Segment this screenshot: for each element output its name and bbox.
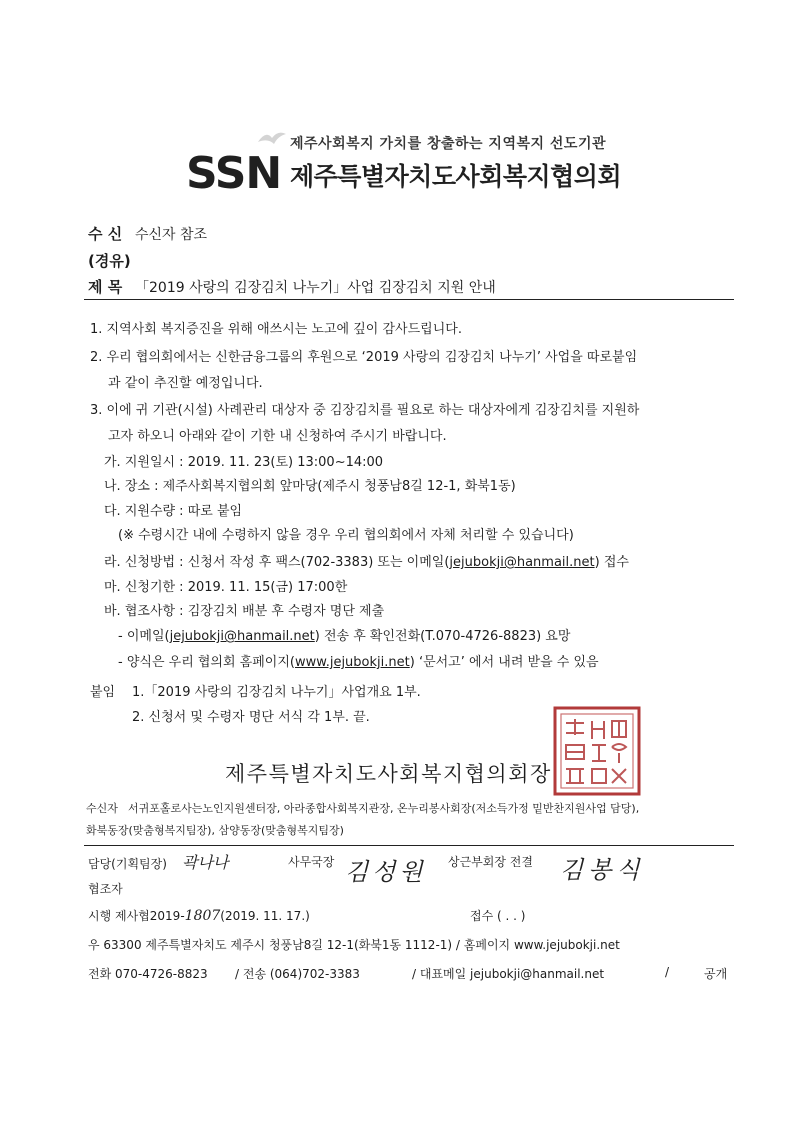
item-ra-tail: ) 접수	[594, 555, 629, 570]
via-label: (경유)	[88, 252, 131, 270]
sub-item-email-tail: ) 전송 후 확인전화(T.070-4726-8823) 요망	[314, 629, 571, 644]
attachment-label: 붙임	[90, 685, 116, 700]
item-ga: 가. 지원일시 : 2019. 11. 23(토) 13:00~14:00	[104, 455, 384, 470]
contact-email: / 대표메일 jejubokji@hanmail.net	[412, 967, 605, 981]
email-link-2[interactable]: jejubokji@hanmail.net	[169, 629, 315, 644]
body-paragraph-2b: 과 같이 추진할 예정입니다.	[108, 376, 263, 391]
sender-name: 제주특별자치도사회복지협의회장	[225, 762, 552, 786]
header-org-name: 제주특별자치도사회복지협의회	[290, 162, 622, 191]
disclosure-separator: /	[665, 965, 670, 979]
recipients-line-2: 화북동장(맞춤형복지팀장), 삼양동장(맞춤형복지팀장)	[86, 824, 344, 837]
approval-role-3: 상근부회장 전결	[448, 855, 533, 869]
body-paragraph-3b: 고자 하오니 아래와 같이 기한 내 신청하여 주시기 바랍니다.	[108, 429, 447, 444]
recipients-label: 수신자	[86, 802, 118, 815]
signature-3: 김봉식	[560, 856, 645, 884]
signature-2: 김성원	[345, 858, 427, 886]
contact-fax: / 전송 (064)702-3383	[235, 967, 360, 981]
address-line: 우 63300 제주특별자치도 제주시 청풍남8길 12-1(화북1동 1112-1) / 홈페이지 www.jejubokji.net	[88, 938, 620, 952]
signature-1: 곽나나	[182, 853, 229, 872]
recipient-value: 수신자 참조	[135, 227, 208, 243]
header-bird-icon	[256, 128, 288, 150]
homepage-link[interactable]: www.jejubokji.net	[295, 655, 410, 670]
item-ra-text: 라. 신청방법 : 신청서 작성 후 팩스(702-3383) 또는 이메일(	[104, 555, 450, 570]
approval-role-2: 사무국장	[288, 855, 335, 869]
enforce-label: 시행 제사협2019-	[88, 909, 185, 923]
item-da: 다. 지원수량 : 따로 붙임	[104, 504, 243, 519]
recipients-line-1: 서귀포홀로사는노인지원센터장, 아라종합사회복지관장, 온누리봉사회장(저소득가정 밑반찬지원사업 담당),	[128, 802, 640, 815]
enforce-info	[88, 907, 310, 924]
attachment-1: 1.「2019 사랑의 김장김치 나누기」사업개요 1부.	[132, 685, 421, 700]
item-ba: 바. 협조사항 : 김장김치 배분 후 수령자 명단 제출	[104, 604, 385, 619]
item-ra	[104, 551, 629, 570]
official-seal-icon	[552, 705, 642, 801]
subject-value: 「2019 사랑의 김장김치 나누기」사업 김장김치 지원 안내	[135, 280, 496, 296]
recipient-label: 수 신	[88, 225, 123, 243]
body-paragraph-1: 1. 지역사회 복지증진을 위해 애쓰시는 노고에 깊이 감사드립니다.	[90, 322, 462, 337]
header-logo: SSN	[186, 148, 282, 199]
sub-item-form	[118, 651, 599, 670]
sub-item-email-text: - 이메일(	[118, 629, 170, 644]
contact-tel: 전화 070-4726-8823	[88, 967, 208, 981]
email-link[interactable]: jejubokji@hanmail.net	[449, 555, 595, 570]
body-paragraph-2a: 2. 우리 협의회에서는 신한금융그룹의 후원으로 ‘2019 사랑의 김장김치 나누기’ 사업을 따로붙임	[90, 350, 638, 365]
subject-divider	[84, 299, 734, 300]
cooperator-label: 협조자	[88, 882, 123, 896]
receive-info: 접수 ( . . )	[470, 909, 526, 923]
item-ma: 마. 신청기한 : 2019. 11. 15(금) 17:00한	[104, 580, 348, 595]
enforce-date: (2019. 11. 17.)	[220, 909, 310, 923]
item-note: (※ 수령시간 내에 수령하지 않을 경우 우리 협의회에서 자체 처리할 수 있습니다)	[118, 528, 574, 543]
subject-label: 제 목	[88, 278, 123, 296]
sub-item-email	[118, 625, 570, 644]
body-paragraph-3a: 3. 이에 귀 기관(시설) 사례관리 대상자 중 김장김치를 필요로 하는 대상자에게 김장김치를 지원하	[90, 403, 640, 418]
enforce-number: 1807	[184, 908, 221, 924]
attachment-2: 2. 신청서 및 수령자 명단 서식 각 1부. 끝.	[132, 710, 370, 725]
sub-item-form-text: - 양식은 우리 협의회 홈페이지(	[118, 655, 295, 670]
approval-divider	[84, 845, 734, 846]
item-na: 나. 장소 : 제주사회복지협의회 앞마당(제주시 청풍남8길 12-1, 화북1동)	[104, 479, 516, 494]
header-tagline: 제주사회복지 가치를 창출하는 지역복지 선도기관	[290, 136, 606, 152]
sub-item-form-tail: ) ‘문서고’ 에서 내려 받을 수 있음	[409, 655, 599, 670]
disclosure-status: 공개	[704, 967, 728, 981]
approval-role-1: 담당(기획팀장)	[88, 857, 167, 871]
